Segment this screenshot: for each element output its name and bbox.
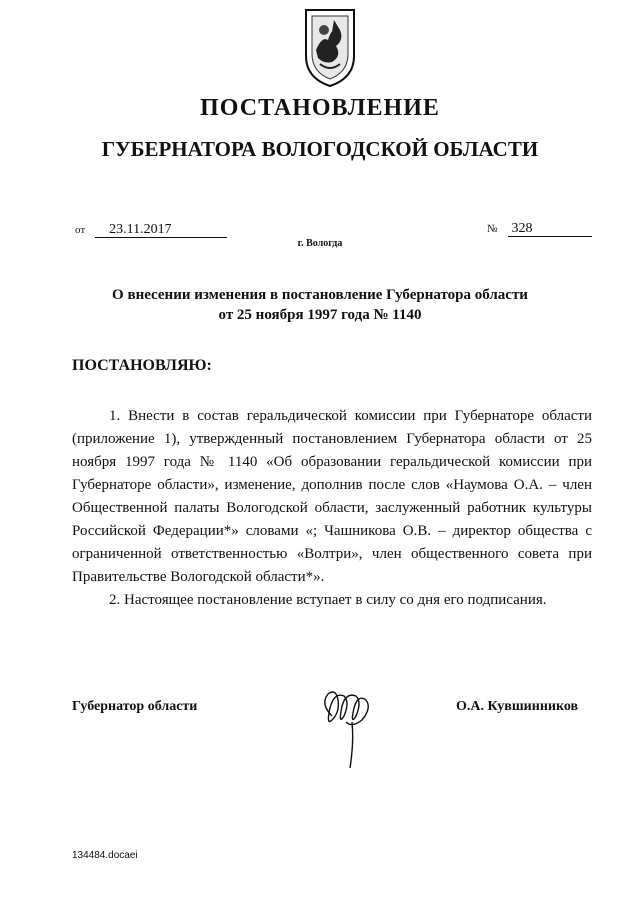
signatory-name: О.А. Кувшинников: [456, 699, 579, 714]
subject-line-1: О внесении изменения в постановление Губернатора области: [112, 287, 528, 303]
number-row: [487, 219, 592, 237]
city-label: г. Вологда: [297, 238, 343, 249]
handwritten-signature-icon: [318, 686, 374, 770]
coat-of-arms-icon: [302, 6, 358, 88]
document-title: ПОСТАНОВЛЕНИЕ: [200, 95, 440, 121]
issuer-title: ГУБЕРНАТОРА ВОЛОГОДСКОЙ ОБЛАСТИ: [101, 137, 539, 161]
document-number: 328: [508, 221, 592, 237]
document-subject: [0, 285, 640, 325]
date-prefix: от: [75, 224, 86, 236]
document-file-id: 134484.docaei: [72, 850, 138, 861]
signatory-position: Губернатор области: [72, 699, 198, 714]
date-row: [75, 220, 227, 238]
decree-heading: ПОСТАНОВЛЯЮ:: [72, 357, 212, 374]
subject-line-2: от 25 ноября 1997 года № 1140: [218, 307, 422, 323]
paragraph-2: 2. Настоящее постановление вступает в силу со дня его подписания.: [109, 592, 547, 608]
document-body: [72, 405, 592, 612]
paragraph-1: 1. Внести в состав геральдической комиссии при Губернаторе области (приложение 1), утвержденный постановлением Губернатора области от 25 ноября 1997 года № 1140 «Об образовании геральдической комиссии при Губернаторе области», изменение, дополнив после слов «Наумова О.А. – член Общественной палаты Вологодской области, заслуженный работник культуры Российской Федерации*» словами «; Чашникова О.В. – директор общества с ограниченной ответственностью «Волтри», член общественного совета при Правительстве Вологодской области*».: [72, 408, 592, 585]
document-date: 23.11.2017: [95, 222, 227, 238]
number-prefix: №: [487, 223, 498, 235]
